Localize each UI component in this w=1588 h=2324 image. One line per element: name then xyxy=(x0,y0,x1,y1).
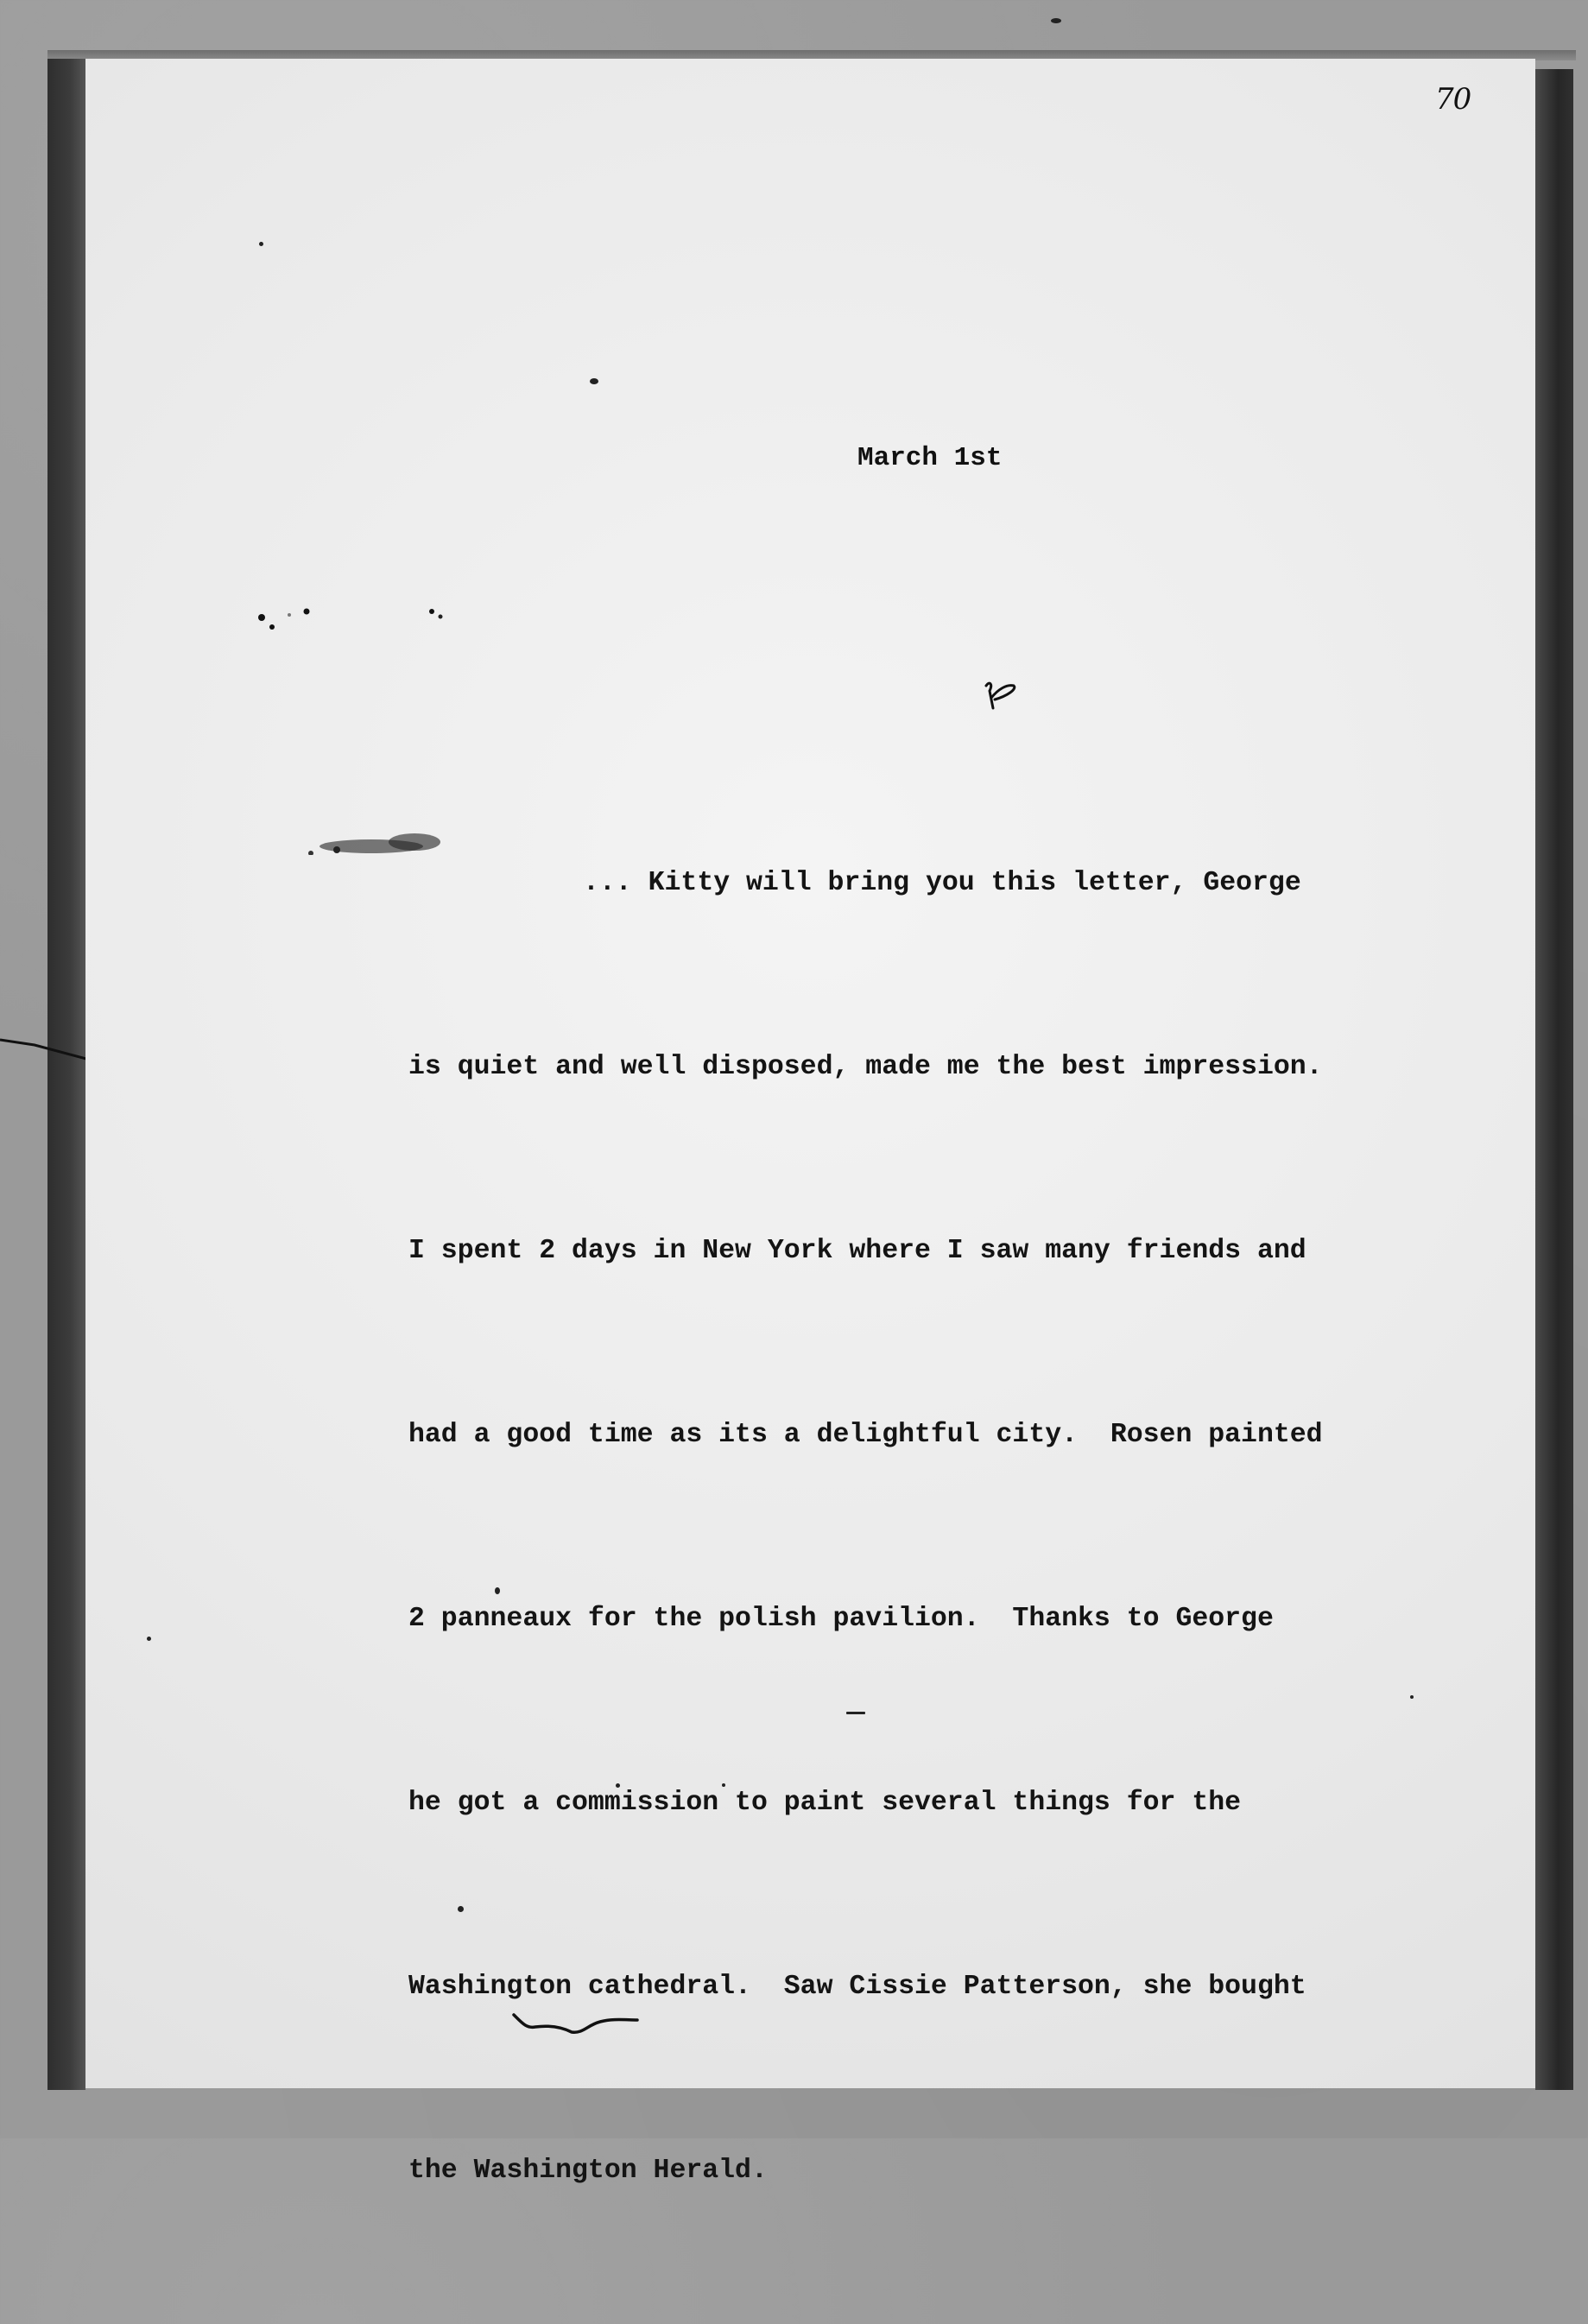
paper-speck xyxy=(259,242,263,246)
body-line: he got a commission to paint several things for the xyxy=(408,1788,1242,1818)
body-line: is quiet and well disposed, made me the best impression. xyxy=(408,1052,1323,1082)
paper-speck xyxy=(1051,18,1061,23)
body-line: Washington cathedral. Saw Cissie Patterson, she bought xyxy=(408,1972,1306,2002)
stray-scratch-line xyxy=(0,1036,86,1062)
letter-body xyxy=(408,730,1323,2324)
paper-speck xyxy=(846,1712,865,1714)
paper-speck xyxy=(147,1637,151,1641)
ink-blots xyxy=(255,605,453,639)
handwritten-annotation-mark xyxy=(981,679,1021,713)
page-number: 70 xyxy=(1435,82,1471,117)
pen-squiggle-mark xyxy=(509,2008,639,2042)
paper-speck xyxy=(495,1587,500,1594)
letter-date-heading: March 1st xyxy=(857,443,1003,473)
paper-speck xyxy=(1410,1695,1414,1699)
body-line: ... Kitty will bring you this letter, George xyxy=(583,868,1301,898)
film-right-edge xyxy=(1535,69,1573,2090)
paper-speck xyxy=(458,1906,464,1912)
body-line: 2 panneaux for the polish pavilion. Thanks to George xyxy=(408,1604,1274,1634)
film-left-edge xyxy=(47,59,85,2090)
paper-speck xyxy=(590,378,598,384)
body-line: had a good time as its a delightful city. Rosen painted xyxy=(408,1420,1323,1450)
body-line: the Washington Herald. xyxy=(408,2156,768,2186)
body-line: I spent 2 days in New York where I saw many friends and xyxy=(408,1236,1306,1266)
paper-speck xyxy=(616,1783,620,1788)
paper-speck xyxy=(722,1783,725,1787)
